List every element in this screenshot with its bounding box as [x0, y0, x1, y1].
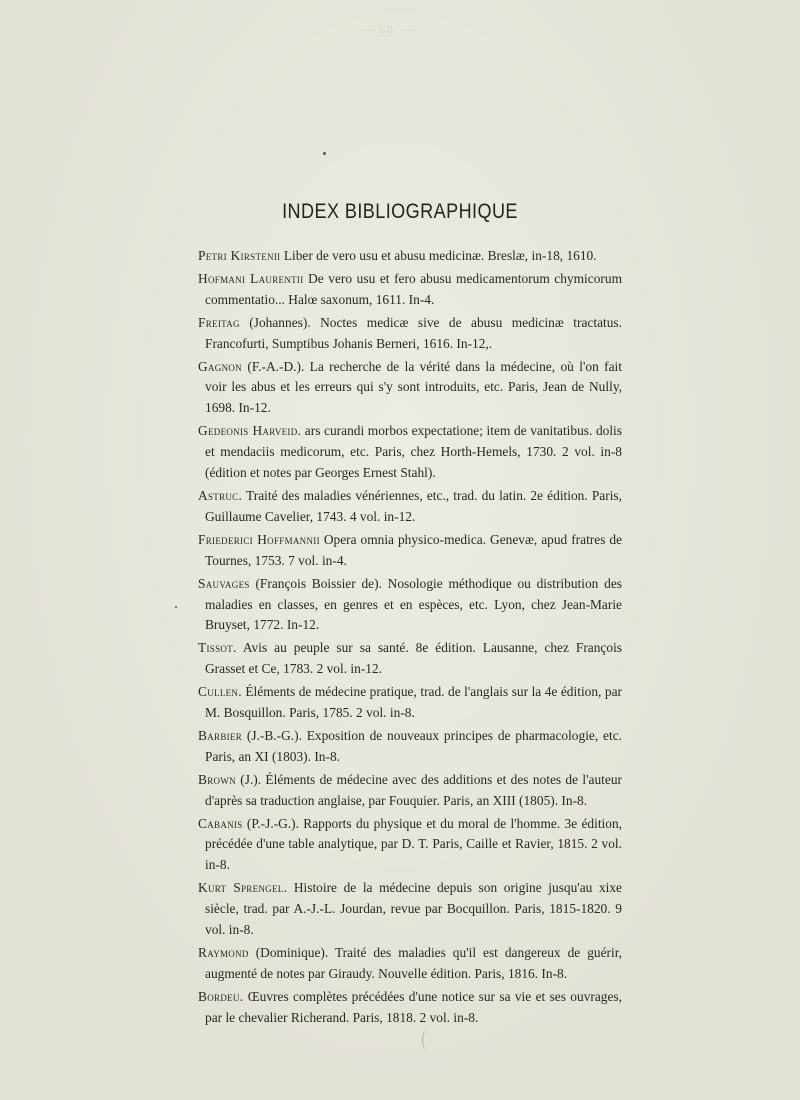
- entry-author: Cabanis: [198, 815, 243, 831]
- entry-text: Œuvres complètes précédées d'une notice sur sa vie et ses ouvrages, par le chevalier Richerand. Paris, 1818. 2 vol. in-8.: [205, 988, 622, 1025]
- entry-text: (J.-B.-G.). Exposition de nouveaux principes de pharmacologie, etc. Paris, an XI (1803). In-8.: [205, 727, 622, 764]
- bibliography-entry: [198, 530, 622, 572]
- entry-text: (Johannes). Noctes medicæ sive de abusu medicinæ tractatus. Francofurti, Sumptibus Johanis Berneri, 1616. In-12,.: [205, 314, 622, 351]
- entry-text: Opera omnia physico-medica. Genevæ, apud fratres de Tournes, 1753. 7 vol. in-4.: [205, 531, 623, 568]
- entry-text: Histoire de la médecine depuis son origine jusqu'au xixe siècle, trad. par A.-J.-L. Jourdan, revue par Bocquillon. Paris, 1815-1820. 9 vol. in-8.: [205, 880, 622, 938]
- bibliography-entry: [198, 770, 622, 812]
- ink-dot: [323, 152, 326, 155]
- page-title: INDEX BIBLIOGRAPHIQUE: [282, 200, 518, 223]
- ink-dot: [175, 606, 177, 608]
- entry-author: Kurt Sprengel.: [198, 880, 288, 896]
- entry-author: Hofmani Laurentii: [198, 270, 304, 286]
- entry-text: (J.). Éléments de médecine avec des additions et des notes de l'auteur d'après sa traduction anglaise, par Fouquier. Paris, an XIII (1805). In-8.: [205, 771, 622, 808]
- entry-text: (F.-A.-D.). La recherche de la vérité dans la médecine, où l'on fait voir les abus et les erreurs qui s'y sont introduits, etc. Paris, Jean de Nully, 1698. In-12.: [205, 358, 622, 416]
- bibliography-entry: [198, 878, 622, 941]
- bibliography-entry: [198, 726, 622, 768]
- entry-author: Freitag: [198, 314, 240, 330]
- entry-text: Avis au peuple sur sa santé. 8e édition. Lausanne, chez François Grasset et Ce, 1783. 2 vol. in-12.: [205, 640, 623, 677]
- bibliography-entry: [198, 421, 622, 484]
- entry-text: ars curandi morbos expectatione; item de vanitatibus. dolis et mendaciis medicorum, etc. Paris, chez Horth-Hemels, 1730. 2 vol. in-8 (édition et notes par Georges Ernest Stahl).: [205, 423, 622, 481]
- pencil-mark: [422, 1030, 433, 1050]
- bibliography-entry: [198, 682, 622, 724]
- bleed-through-text: — 68 —: [360, 22, 414, 36]
- entry-author: Astruc.: [198, 487, 243, 503]
- bibliography-entry: [198, 313, 622, 355]
- bibliography-entry: [198, 574, 622, 637]
- entry-author: Gedeonis Harveid.: [198, 423, 302, 439]
- entry-text: Traité des maladies vénériennes, etc., trad. du latin. 2e édition. Paris, Guillaume Cavelier, 1743. 4 vol. in-12.: [205, 487, 622, 524]
- bibliography-entry: [198, 638, 622, 680]
- entry-author: Gagnon: [198, 358, 242, 374]
- bibliography-entry: [198, 246, 622, 267]
- entry-author: Sauvages: [198, 575, 250, 591]
- entry-text: (P.-J.-G.). Rapports du physique et du moral de l'homme. 3e édition, précédée d'une table analytique, par D. T. Paris, Caille et Ravier, 1815. 2 vol. in-8.: [205, 815, 622, 873]
- bibliography-entry: [198, 987, 622, 1029]
- entry-author: Petri Kirstenii: [198, 248, 281, 263]
- bibliography-entry: [198, 269, 622, 311]
- bibliography-entry: [198, 814, 622, 877]
- entry-author: Tissot.: [198, 640, 237, 656]
- entry-text: De vero usu et fero abusu medicamentorum chymicorum commentatio... Halœ saxonum, 1611. In-4.: [205, 270, 622, 307]
- entry-text: Éléments de médecine pratique, trad. de l'anglais sur la 4e édition, par M. Bosquillon. Paris, 1785. 2 vol. in-8.: [205, 684, 622, 721]
- bibliography-entry: [198, 943, 622, 985]
- entry-author: Barbier: [198, 727, 243, 743]
- entry-author: Cullen.: [198, 684, 242, 700]
- bibliography-entry: [198, 357, 622, 420]
- entry-author: Brown: [198, 771, 236, 787]
- entry-author: Raymond: [198, 945, 249, 960]
- bibliography-list: [198, 246, 622, 1031]
- entry-text: Liber de vero usu et abusu medicinæ. Breslæ, in-18, 1610.: [283, 248, 597, 263]
- entry-author: Friederici Hoffmannii: [198, 531, 320, 547]
- entry-author: Bordeu.: [198, 988, 244, 1004]
- bibliography-entry: [198, 486, 622, 528]
- entry-text: (Dominique). Traité des maladies qu'il est dangereux de guérir, augmenté de notes par Giraudy. Nouvelle édition. Paris, 1816. In-8.: [205, 945, 622, 981]
- entry-text: (François Boissier de). Nosologie méthodique ou distribution des maladies en classes, en genres et en espèces, etc. Lyon, chez Jean-Marie Bruyset, 1772. In-12.: [205, 575, 622, 633]
